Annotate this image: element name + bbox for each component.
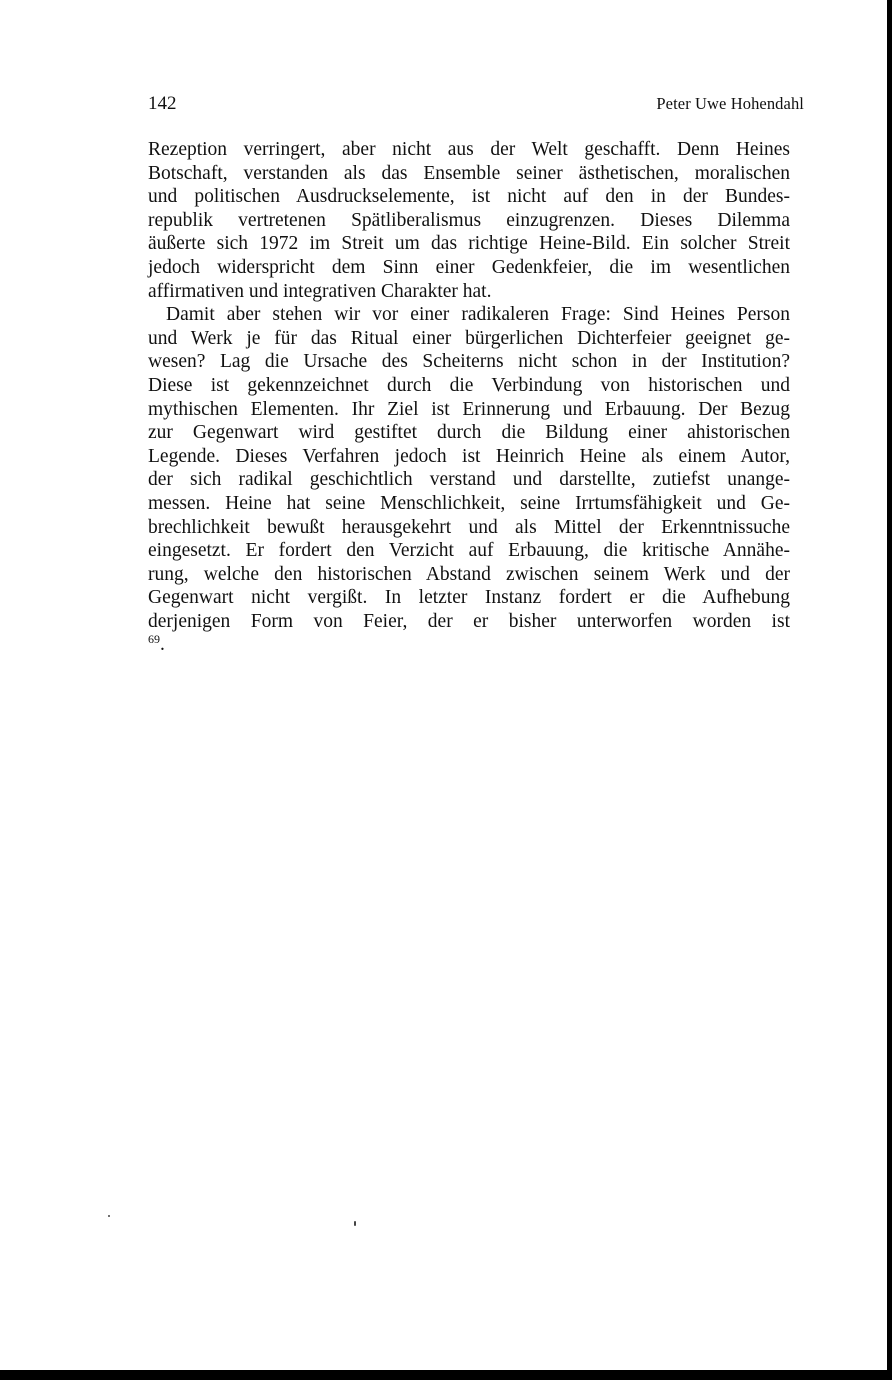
- text-line: brechlichkeit bewußt herausgekehrt und als Mittel der Erkenntnissuche: [148, 516, 790, 538]
- text-line: rung, welche den historischen Abstand zwischen seinem Werk und der: [148, 563, 790, 585]
- running-head: Peter Uwe Hohendahl: [656, 94, 804, 113]
- text-line: Damit aber stehen wir vor einer radikaleren Frage: Sind Heines Person: [166, 304, 790, 326]
- text-line: eingesetzt. Er fordert den Verzicht auf Erbauung, die kritische Annähe-: [148, 540, 790, 562]
- scan-speck: [108, 1215, 110, 1217]
- scan-edge-right: [887, 0, 892, 1380]
- text-line: zur Gegenwart wird gestiftet durch die Bildung einer ahistorischen: [148, 422, 790, 444]
- text-line: mythischen Elementen. Ihr Ziel ist Erinnerung und Erbauung. Der Bezug: [148, 398, 790, 420]
- text-line: Botschaft, verstanden als das Ensemble seiner ästhetischen, moralischen: [148, 162, 790, 184]
- text-line: Rezeption verringert, aber nicht aus der Welt geschafft. Denn Heines: [148, 139, 790, 160]
- scan-edge-bottom: [0, 1370, 892, 1380]
- text-line: und politischen Ausdruckselemente, ist nicht auf den in der Bundes-: [148, 186, 790, 208]
- text-line: und Werk je für das Ritual einer bürgerlichen Dichterfeier geeignet ge-: [148, 327, 790, 349]
- text-line: wesen? Lag die Ursache des Scheiterns nicht schon in der Institution?: [148, 351, 790, 373]
- text-line: äußerte sich 1972 im Streit um das richtige Heine-Bild. Ein solcher Streit: [148, 233, 790, 255]
- page-header: [148, 88, 804, 118]
- footnote-ref[interactable]: 69: [148, 632, 160, 647]
- text-line: derjenigen Form von Feier, der er bisher unterworfen worden ist: [148, 610, 790, 632]
- text-line: der sich radikal geschichtlich verstand und darstellte, zutiefst unange-: [148, 469, 790, 491]
- text-line: messen. Heine hat seine Menschlichkeit, seine Irrtumsfähigkeit und Ge-: [148, 492, 790, 514]
- text-line: Gegenwart nicht vergißt. In letzter Instanz fordert er die Aufhebung: [148, 587, 790, 609]
- paragraph-2: [148, 303, 790, 657]
- text-line: Legende. Dieses Verfahren jedoch ist Heinrich Heine als einem Autor,: [148, 445, 790, 467]
- paragraph-1: [148, 138, 790, 303]
- text-line: affirmativen und integrativen Charakter hat.: [148, 280, 492, 302]
- text-line: jedoch widerspricht dem Sinn einer Gedenkfeier, die im wesentlichen: [148, 256, 790, 278]
- page-number: 142: [148, 93, 177, 114]
- body-text: [148, 138, 790, 657]
- text-line-final: [148, 633, 790, 657]
- scan-speck: [354, 1221, 356, 1226]
- text-line: republik vertretenen Spätliberalismus einzugrenzen. Dieses Dilemma: [148, 209, 790, 231]
- final-period: .: [160, 634, 165, 656]
- text-line: Diese ist gekennzeichnet durch die Verbindung von historischen und: [148, 374, 790, 396]
